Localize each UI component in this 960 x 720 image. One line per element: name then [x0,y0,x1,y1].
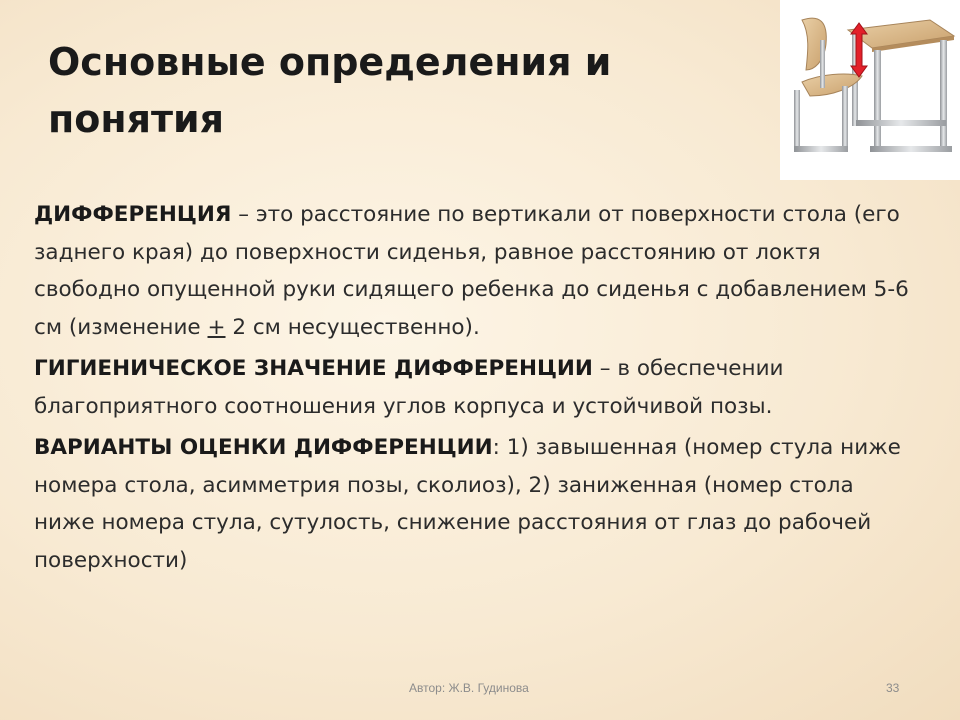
slide-title: Основные определения и понятия [48,40,612,141]
plus-minus-sign: + [207,314,226,340]
definitions-body [34,196,914,583]
desk-chair-illustration [780,0,960,180]
definition-differentiation-text: – это расстояние по вертикали от поверхности стола (его заднего края) до поверхности сиденья, равное расстоянию от локтя свободно опущенной руки сидящего ребенка до сиденья с добавлением 5-6 см (изменение [34,202,909,340]
term-evaluation-variants: ВАРИАНТЫ ОЦЕНКИ ДИФФЕРЕНЦИИ [34,435,493,460]
definition-hygienic-meaning [34,350,914,425]
definition-differentiation-text-end: 2 см несущественно). [225,314,480,340]
term-hygienic-meaning: ГИГИЕНИЧЕСКОЕ ЗНАЧЕНИЕ ДИФФЕРЕНЦИИ [34,356,593,381]
desk-chair-image [780,0,960,180]
definition-evaluation-variants-text: : 1) завышенная (номер стула ниже номера стола, асимметрия позы, сколиоз), 2) заниженная (номер стола ниже номера стула, сутулость, снижение расстояния от глаз до рабочей поверхности) [34,435,901,573]
term-differentiation: ДИФФЕРЕНЦИЯ [34,202,232,227]
definition-evaluation-variants [34,429,914,579]
definition-differentiation [34,196,914,346]
page-number: 33 [886,681,900,695]
footer-author: Автор: Ж.В. Гудинова [409,681,529,695]
definition-hygienic-meaning-text: – в обеспечении благоприятного соотношения углов корпуса и устойчивой позы. [34,356,784,419]
